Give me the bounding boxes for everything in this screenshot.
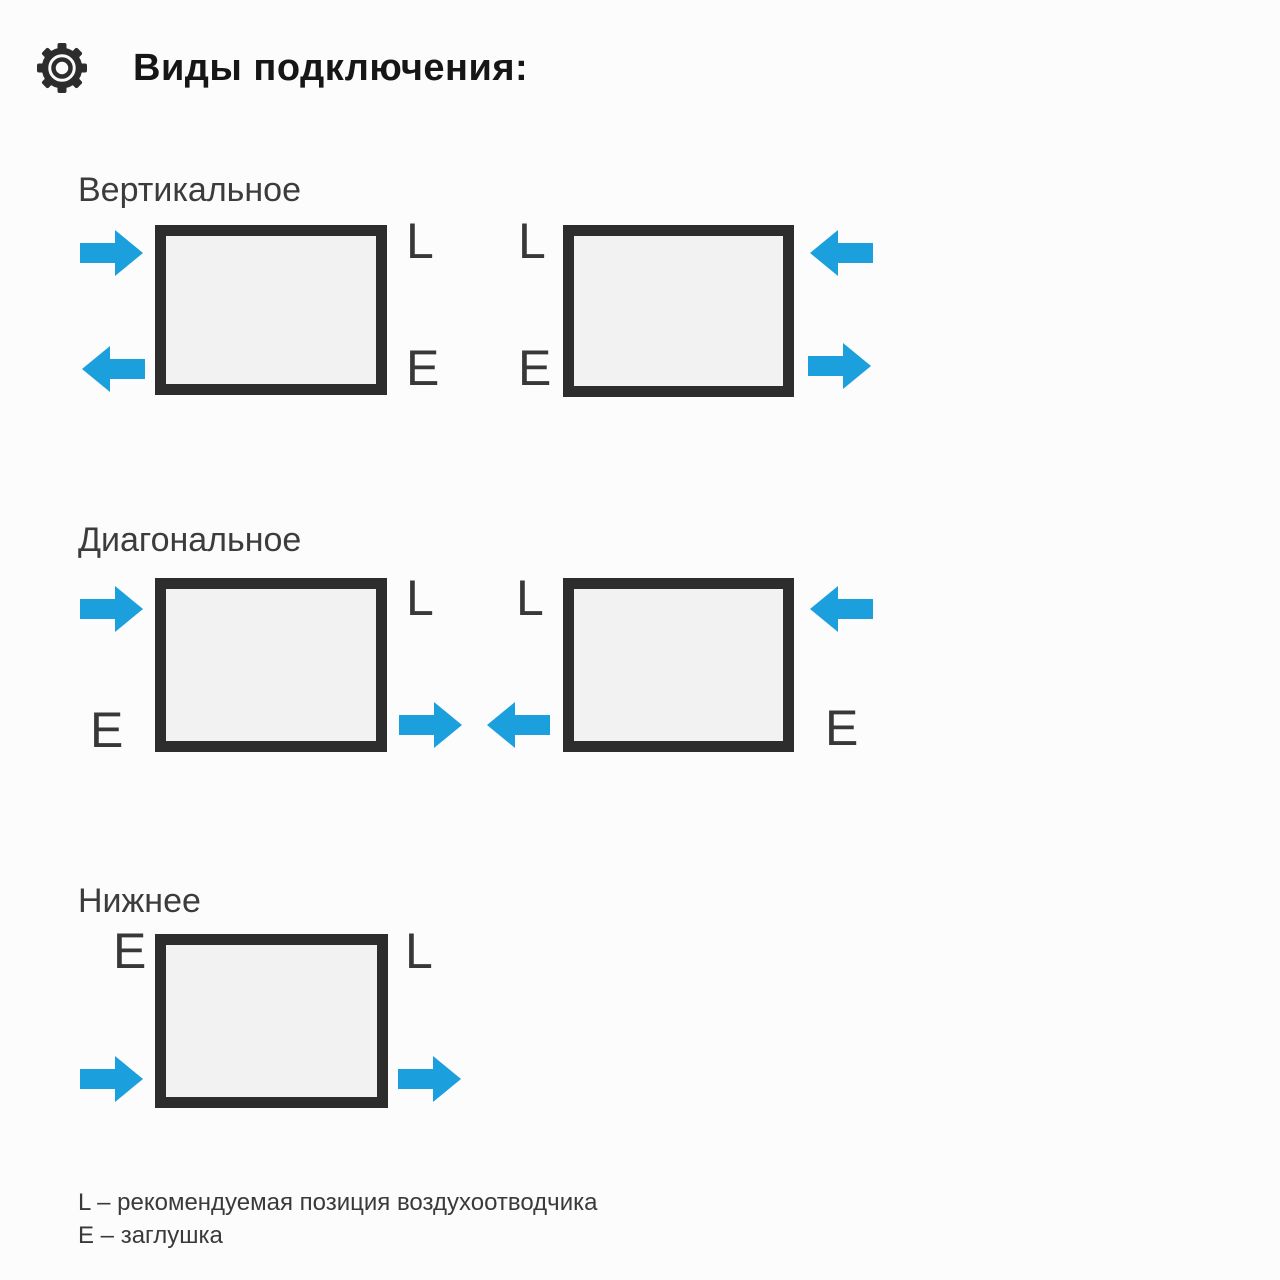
radiator-body xyxy=(563,578,794,752)
air-vent-label: L xyxy=(518,213,546,269)
outlet-arrow-left-icon xyxy=(485,700,550,750)
inlet-arrow-left-icon xyxy=(808,584,873,634)
outlet-arrow-right-icon xyxy=(398,1054,463,1104)
legend-line-air-vent: L – рекомендуемая позиция воздухоотводчика xyxy=(78,1189,598,1216)
radiator-body xyxy=(155,225,387,395)
outlet-arrow-right-icon xyxy=(399,700,464,750)
section-title-diagonal: Диагональное xyxy=(78,521,302,559)
radiator-body xyxy=(563,225,794,397)
plug-label: E xyxy=(113,923,147,979)
outlet-arrow-right-icon xyxy=(808,341,873,391)
inlet-arrow-left-icon xyxy=(808,228,873,278)
inlet-arrow-right-icon xyxy=(80,228,145,278)
plug-label: E xyxy=(518,340,552,396)
page-title: Виды подключения: xyxy=(133,47,529,89)
section-title-vertical: Вертикальное xyxy=(78,171,301,209)
plug-label: E xyxy=(406,340,440,396)
outlet-arrow-left-icon xyxy=(80,344,145,394)
air-vent-label: L xyxy=(516,570,544,626)
air-vent-label: L xyxy=(406,213,434,269)
air-vent-label: L xyxy=(406,570,434,626)
inlet-arrow-right-icon xyxy=(80,584,145,634)
radiator-body xyxy=(155,578,387,752)
plug-label: E xyxy=(90,702,124,758)
legend xyxy=(78,1186,597,1252)
inlet-arrow-right-icon xyxy=(80,1054,145,1104)
gear-icon xyxy=(36,42,88,94)
legend-line-plug: E – заглушка xyxy=(78,1222,223,1249)
radiator-body xyxy=(155,934,388,1108)
plug-label: E xyxy=(825,700,859,756)
section-title-bottom: Нижнее xyxy=(78,882,201,920)
air-vent-label: L xyxy=(405,923,433,979)
